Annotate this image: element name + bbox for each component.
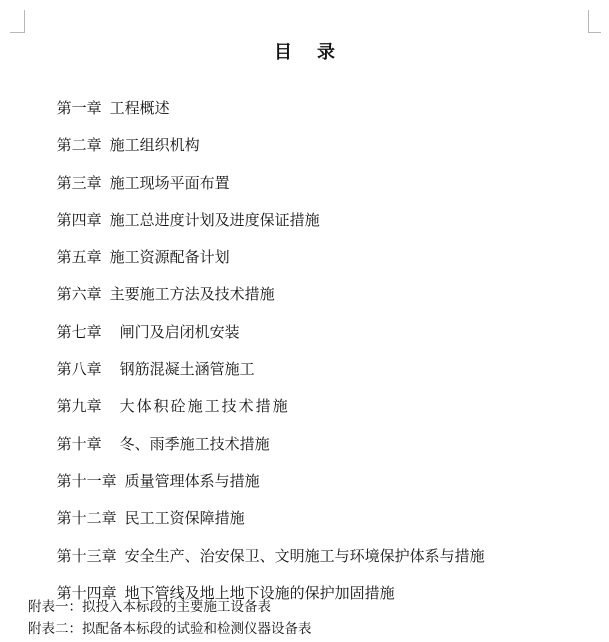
toc-title: 目 录 [273,42,336,63]
toc-chapter-number: 第七章 [56,322,102,341]
toc-list [28,75,485,602]
toc-chapter-number: 第五章 [56,248,102,267]
toc-chapter-title: 地下管线及地上地下设施的保护加固措施 [124,583,395,602]
toc-chapter-number: 第二章 [56,136,102,155]
toc-chapter-title: 闸门及启闭机安装 [119,322,240,341]
toc-chapter-title: 施工资源配备计划 [109,248,230,267]
toc-chapter-title: 民工工资保障措施 [124,509,245,528]
toc-chapter-title: 施工现场平面布置 [109,173,230,192]
toc-chapter-number: 第十一章 [56,471,117,490]
crop-mark-top-right [588,10,601,33]
toc-chapter-title: 工程概述 [109,99,170,117]
appendix-item: 附表二：拟配备本标段的试验和检测仪器设备表 [28,621,312,637]
toc-chapter-number: 第十二章 [56,509,117,528]
toc-chapter-title: 施工组织机构 [109,136,200,155]
toc-chapter-number: 第八章 [56,360,102,379]
toc-chapter-title: 质量管理体系与措施 [124,471,260,490]
toc-chapter-number: 第九章 [56,397,102,416]
toc-chapter-title: 施工总进度计划及进度保证措施 [109,210,320,229]
appendix-item: 附表一：拟投入本标段的主要施工设备表 [28,599,271,615]
toc-chapter-number: 第十三章 [56,546,117,565]
appendix-list [28,597,312,641]
toc-chapter-number: 第十章 [56,434,102,453]
toc-chapter-title: 冬、雨季施工技术措施 [119,434,270,453]
toc-chapter-number: 第六章 [56,285,102,304]
toc-chapter-number: 第十四章 [56,583,117,602]
toc-chapter-title: 主要施工方法及技术措施 [109,285,275,304]
toc-chapter-title: 安全生产、治安保卫、文明施工与环境保护体系与措施 [124,546,485,565]
toc-chapter-number: 第四章 [56,210,102,229]
toc-chapter-number: 第一章 [56,99,102,117]
toc-chapter-title: 钢筋混凝土涵管施工 [119,360,255,379]
toc-chapter-title: 大体积砼施工技术措施 [119,397,290,416]
crop-mark-top-left [10,10,25,33]
toc-chapter-number: 第三章 [56,173,102,192]
toc-item [28,75,485,117]
